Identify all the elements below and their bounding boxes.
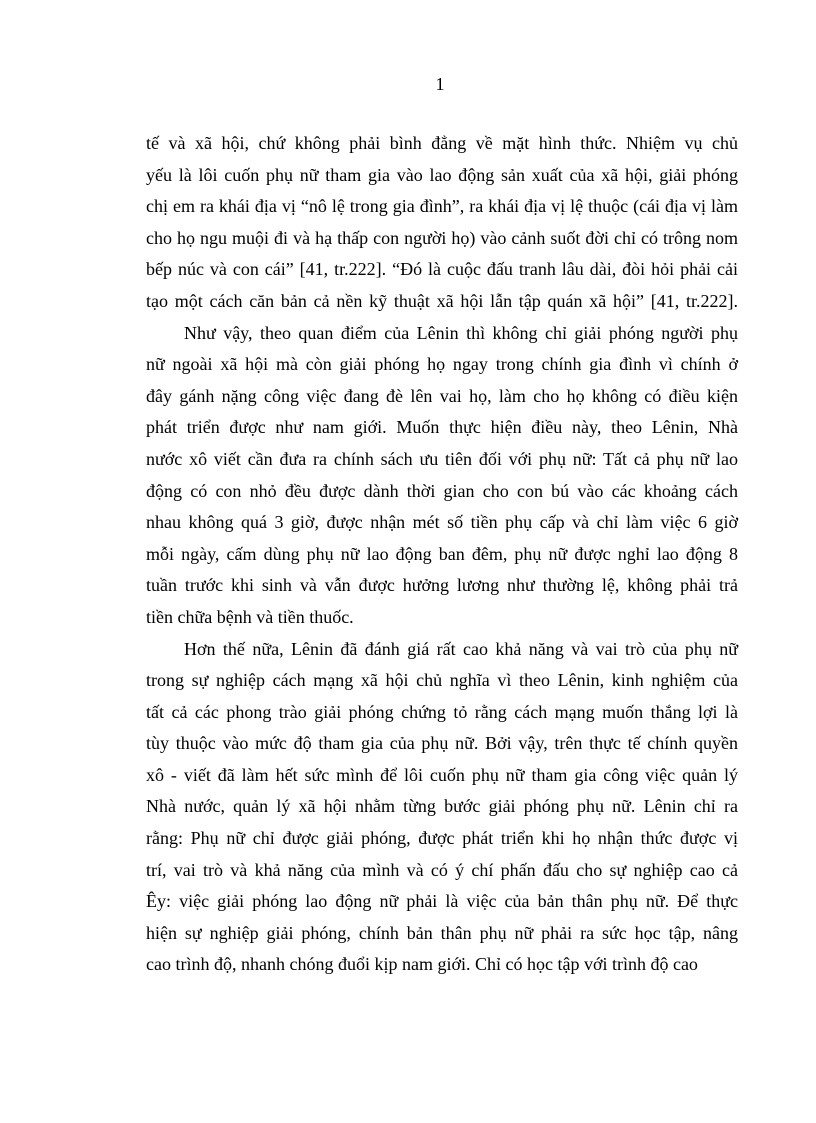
text-line: phát triển được như nam giới. Muốn thực hiện điều này, theo Lênin, Nhà <box>146 417 738 438</box>
text-line: rằng: Phụ nữ chỉ được giải phóng, được phát triển khi họ nhận thức được vị <box>146 828 738 849</box>
text-line: tất cả các phong trào giải phóng chứng tỏ rằng cách mạng muốn thắng lợi là <box>146 701 738 722</box>
text-line: mỗi ngày, cấm dùng phụ nữ lao động ban đêm, phụ nữ được nghỉ lao động 8 <box>146 543 738 564</box>
paragraph <box>146 318 738 634</box>
text-line: tùy thuộc vào mức độ tham gia của phụ nữ. Bởi vậy, trên thực tế chính quyền <box>146 733 738 754</box>
text-line: tạo một cách căn bản cả nền kỹ thuật xã hội lẫn tập quán xã hội” [41, tr.222]. <box>146 290 738 311</box>
text-line: Hơn thế nữa, Lênin đã đánh giá rất cao khả năng và vai trò của phụ nữ <box>184 638 738 659</box>
body-text <box>146 128 738 981</box>
text-line: nước xô viết cần đưa ra chính sách ưu tiên đối với phụ nữ: Tất cả phụ nữ lao <box>146 448 738 469</box>
text-line: nữ ngoài xã hội mà còn giải phóng họ ngay trong chính gia đình vì chính ở <box>146 354 738 375</box>
text-line: xô - viết đã làm hết sức mình để lôi cuốn phụ nữ tham gia công việc quản lý <box>146 764 738 785</box>
text-line: chị em ra khái địa vị “nô lệ trong gia đình”, ra khái địa vị lệ thuộc (cái địa vị làm <box>146 196 738 217</box>
page-number: 1 <box>435 74 445 94</box>
text-line: cao trình độ, nhanh chóng đuổi kịp nam giới. Chỉ có học tập với trình độ cao <box>146 954 698 975</box>
text-line: Êy: việc giải phóng lao động nữ phải là việc của bản thân phụ nữ. Để thực <box>146 891 738 912</box>
paragraph <box>146 634 738 982</box>
text-line: Nhà nước, quản lý xã hội nhằm từng bước giải phóng phụ nữ. Lênin chỉ ra <box>146 796 738 817</box>
paragraph <box>146 128 738 318</box>
text-line: cho họ ngu muội đi và hạ thấp con người họ) vào cảnh suốt đời chỉ có trông nom <box>146 227 738 248</box>
text-line: Như vậy, theo quan điểm của Lênin thì không chỉ giải phóng người phụ <box>184 322 738 343</box>
text-line: đây gánh nặng công việc đang đè lên vai họ, làm cho họ không có điều kiện <box>146 385 738 406</box>
text-line: tuần trước khi sinh và vẫn được hưởng lương như thường lệ, không phải trả <box>146 575 738 596</box>
text-line: nhau không quá 3 giờ, được nhận mét số tiền phụ cấp và chỉ làm việc 6 giờ <box>146 512 738 533</box>
text-line: tiền chữa bệnh và tiền thuốc. <box>146 606 354 627</box>
text-line: hiện sự nghiệp giải phóng, chính bản thân phụ nữ phải ra sức học tập, nâng <box>146 922 738 943</box>
text-line: trí, vai trò và khả năng của mình và có ý chí phấn đấu cho sự nghiệp cao cả <box>146 859 738 880</box>
text-line: bếp núc và con cái” [41, tr.222]. “Đó là cuộc đấu tranh lâu dài, đòi hỏi phải cải <box>146 259 738 280</box>
text-line: động có con nhỏ đều được dành thời gian cho con bú vào các khoảng cách <box>146 480 738 501</box>
text-line: tế và xã hội, chứ không phải bình đẳng về mặt hình thức. Nhiệm vụ chủ <box>146 133 738 153</box>
text-line: yếu là lôi cuốn phụ nữ tham gia vào lao động sản xuất của xã hội, giải phóng <box>146 164 738 185</box>
text-line: trong sự nghiệp cách mạng xã hội chủ nghĩa vì theo Lênin, kinh nghiệm của <box>146 670 738 691</box>
